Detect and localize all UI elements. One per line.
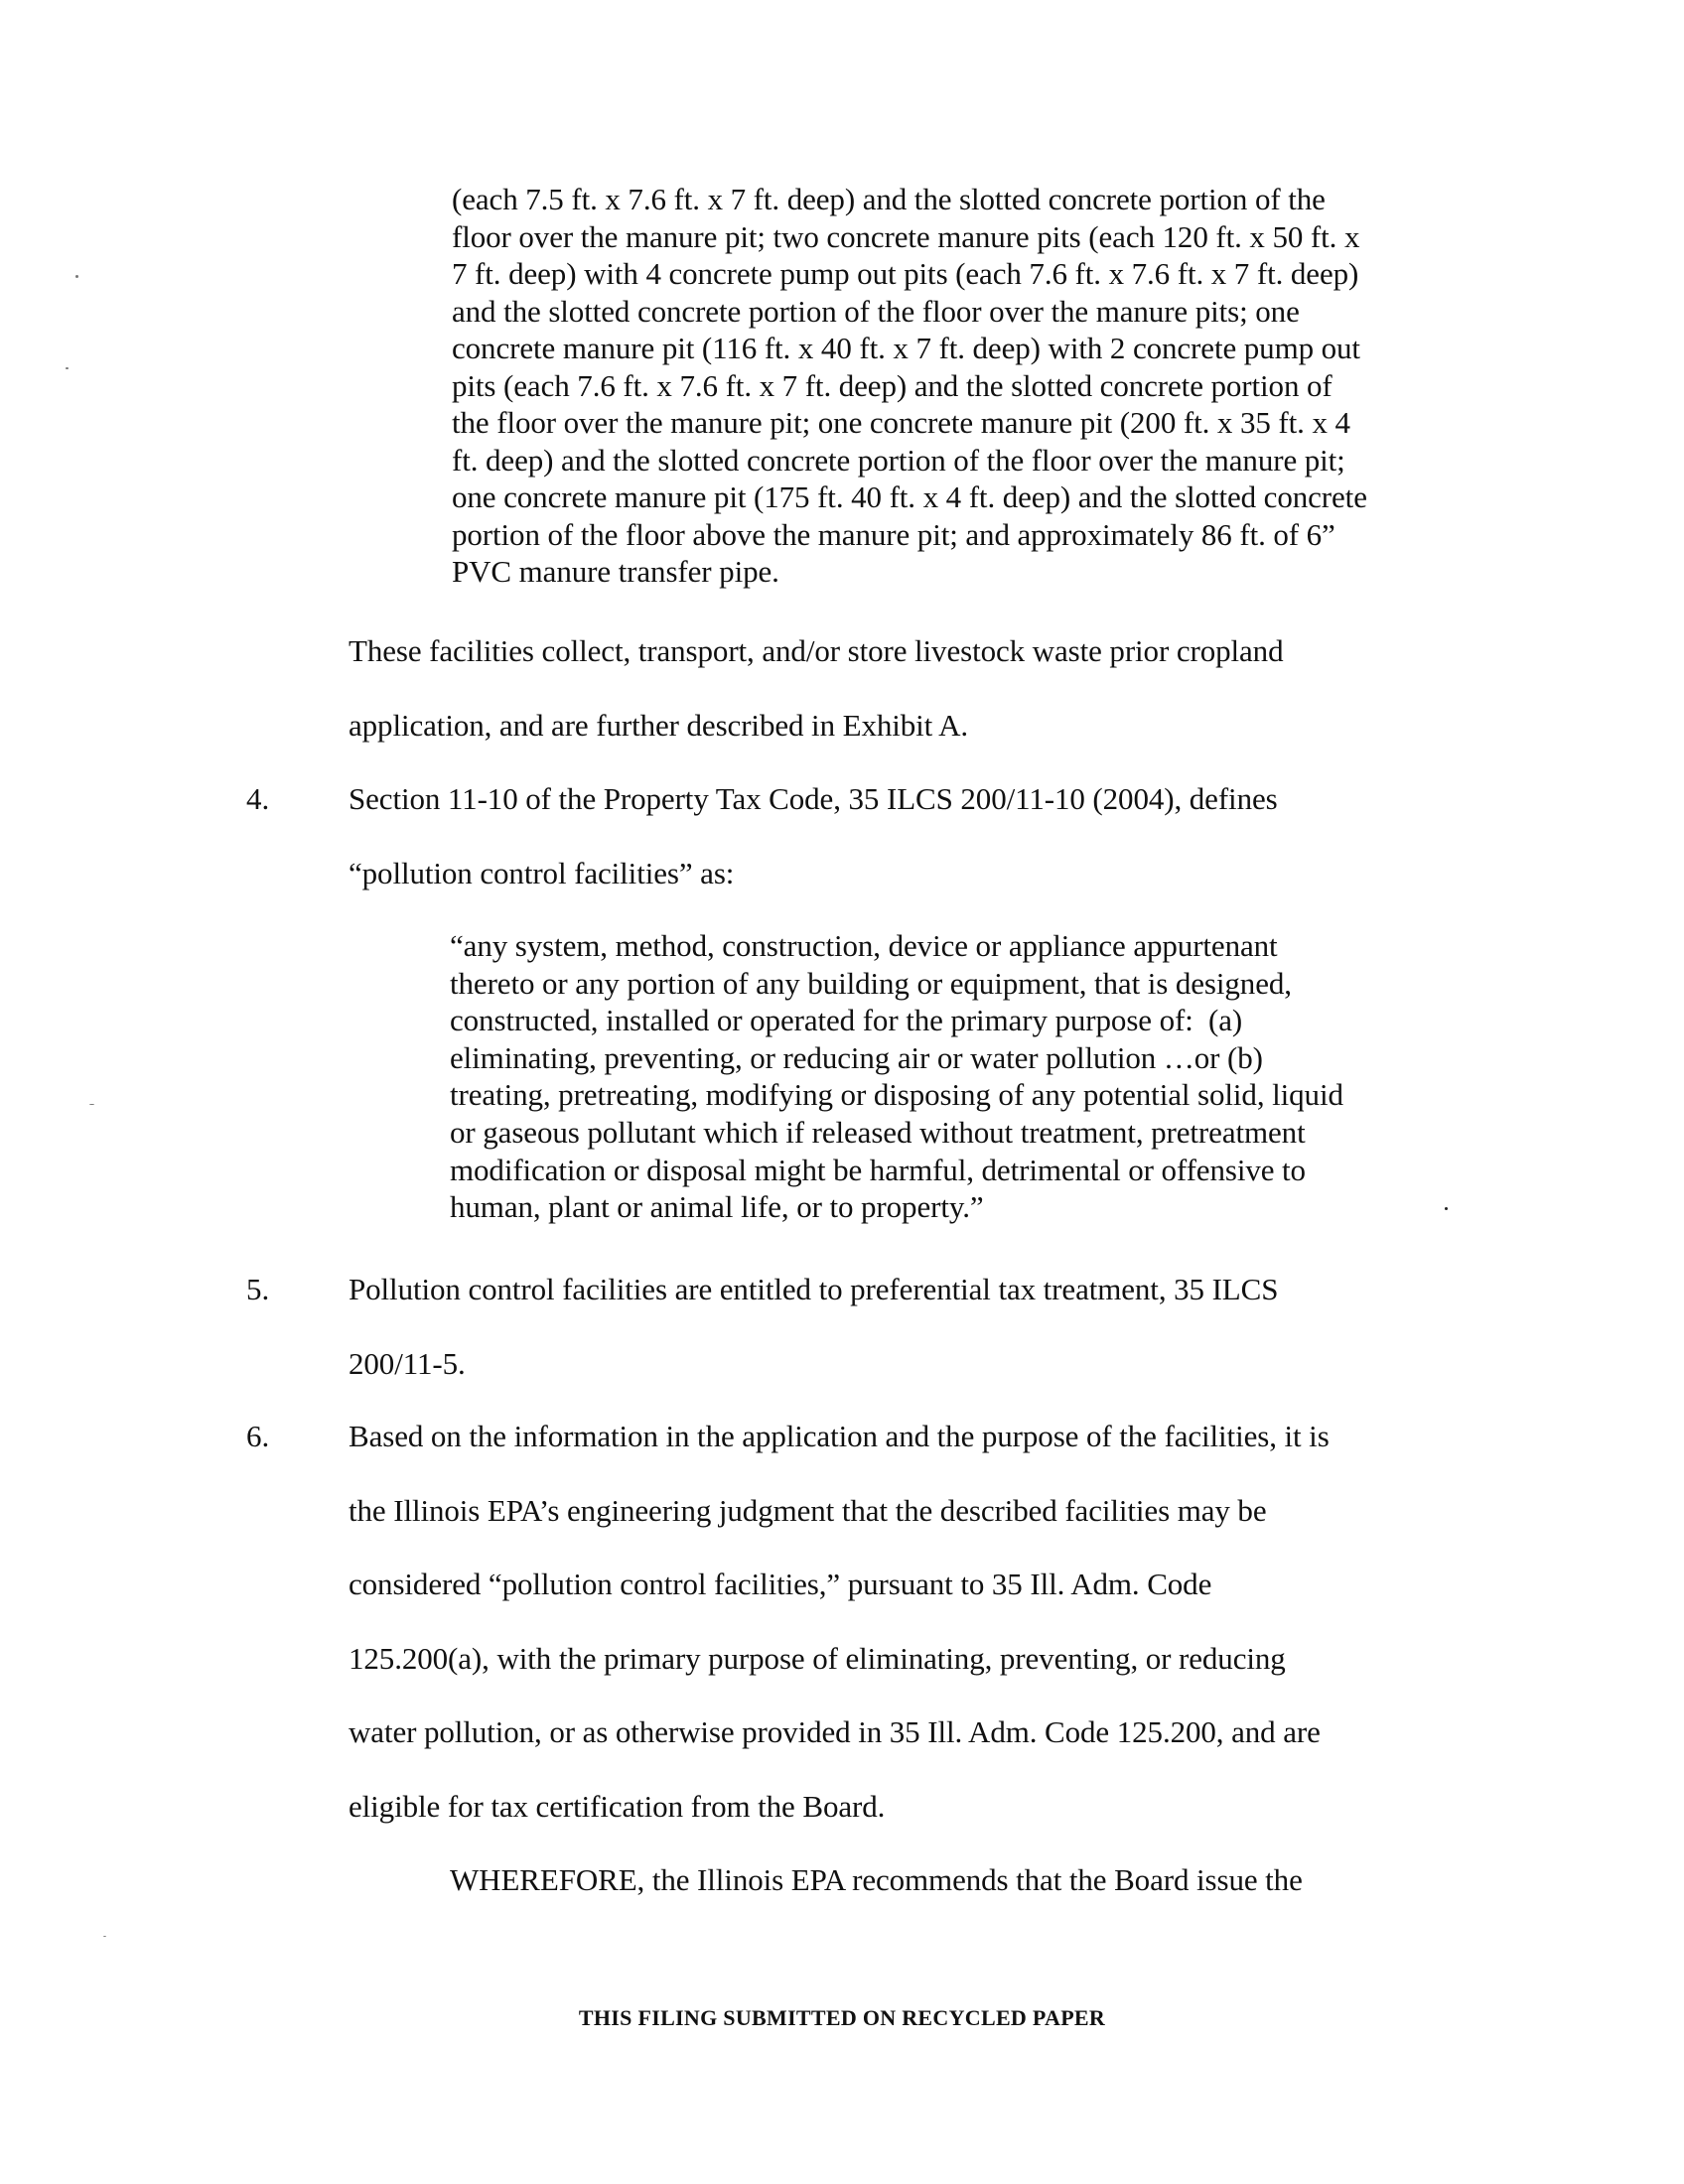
paragraph-line: considered “pollution control facilities,” pursuant to 35 Ill. Adm. Code (349, 1567, 1212, 1601)
description-line: (each 7.5 ft. x 7.6 ft. x 7 ft. deep) and the slotted concrete portion of the (452, 182, 1326, 216)
quote-line: thereto or any portion of any building or equipment, that is designed, (450, 965, 1292, 1001)
quote-line: eliminating, preventing, or reducing air or water pollution …or (b) (450, 1039, 1263, 1075)
paragraph-number-6: 6. (246, 1419, 270, 1453)
paragraph-line: Pollution control facilities are entitled to preferential tax treatment, 35 ILCS (349, 1272, 1279, 1306)
wherefore-clause (450, 1843, 1492, 1918)
facility-description-block (452, 181, 1455, 591)
quote-line: constructed, installed or operated for the primary purpose of: (a) (450, 1003, 1243, 1038)
quote-line: human, plant or animal life, or to property.” (450, 1189, 984, 1225)
paragraph-line: 125.200(a), with the primary purpose of eliminating, preventing, or reducing (349, 1640, 1286, 1676)
description-line: and the slotted concrete portion of the floor over the manure pits; one (452, 293, 1300, 329)
scan-speck (75, 275, 78, 278)
scan-speck (89, 1104, 94, 1105)
paragraph-number-4: 4. (246, 781, 270, 816)
quote-line: modification or disposal might be harmful, detrimental or offensive to (450, 1152, 1306, 1187)
scan-speck (66, 367, 69, 369)
definition-quote (450, 927, 1453, 1226)
wherefore-text: WHEREFORE, the Illinois EPA recommends that the Board issue the (450, 1862, 1303, 1897)
paragraph-line: water pollution, or as otherwise provided in 35 Ill. Adm. Code 125.200, and are (349, 1714, 1321, 1749)
scan-speck (1445, 1207, 1448, 1210)
paragraph-line: application, and are further described in Exhibit A. (349, 707, 969, 743)
description-line: concrete manure pit (116 ft. x 40 ft. x 7 ft. deep) with 2 concrete pump out (452, 331, 1360, 365)
paragraph-line: 200/11-5. (349, 1345, 466, 1381)
paragraph-line: Section 11-10 of the Property Tax Code, 35 ILCS 200/11-10 (2004), defines (349, 781, 1278, 816)
description-line: PVC manure transfer pipe. (452, 554, 779, 589)
description-line: portion of the floor above the manure pit; and approximately 86 ft. of 6” (452, 516, 1335, 552)
paragraph-6 (349, 1400, 1441, 1843)
quote-line: “any system, method, construction, device or appliance appurtenant (450, 928, 1278, 963)
description-line: one concrete manure pit (175 ft. 40 ft. x 4 ft. deep) and the slotted concrete (452, 479, 1367, 514)
paragraph-line: the Illinois EPA’s engineering judgment that the described facilities may be (349, 1492, 1267, 1528)
quote-line: treating, pretreating, modifying or disposing of any potential solid, liquid (450, 1077, 1343, 1113)
description-line: pits (each 7.6 ft. x 7.6 ft. x 7 ft. deep) and the slotted concrete portion of (452, 367, 1333, 403)
facilities-paragraph (349, 614, 1441, 762)
paragraph-line: “pollution control facilities” as: (349, 855, 735, 890)
paragraph-number-5: 5. (246, 1272, 270, 1306)
recycled-paper-footer: THIS FILING SUBMITTED ON RECYCLED PAPER (578, 2005, 1106, 2030)
scan-speck (103, 1936, 106, 1937)
paragraph-line: Based on the information in the application and the purpose of the facilities, it is (349, 1419, 1330, 1453)
description-line: floor over the manure pit; two concrete manure pits (each 120 ft. x 50 ft. x (452, 218, 1360, 254)
description-line: ft. deep) and the slotted concrete portion of the floor over the manure pit; (452, 442, 1345, 478)
quote-line: or gaseous pollutant which if released without treatment, pretreatment (450, 1114, 1306, 1150)
description-line: 7 ft. deep) with 4 concrete pump out pits (each 7.6 ft. x 7.6 ft. x 7 ft. deep) (452, 256, 1359, 291)
paragraph-5 (349, 1253, 1441, 1401)
description-line: the floor over the manure pit; one concrete manure pit (200 ft. x 35 ft. x 4 (452, 405, 1350, 440)
paragraph-line: eligible for tax certification from the Board. (349, 1788, 886, 1824)
paragraph-4 (349, 762, 1441, 910)
paragraph-line: These facilities collect, transport, and/or store livestock waste prior cropland (349, 633, 1284, 668)
